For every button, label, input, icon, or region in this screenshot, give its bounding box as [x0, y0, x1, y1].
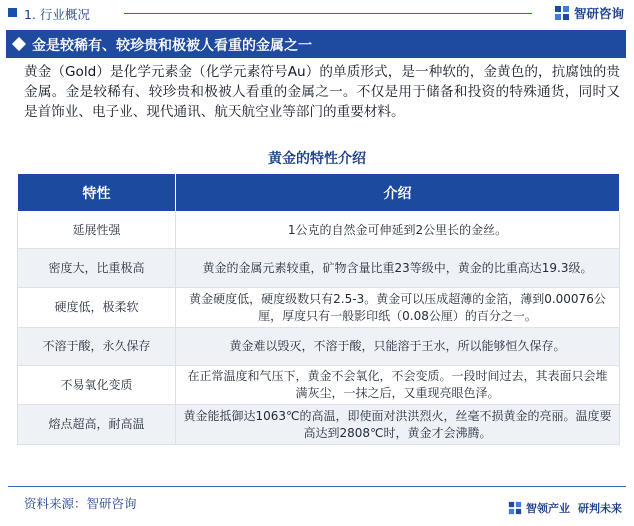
- footer-divider: [8, 486, 626, 487]
- source-note: 资料来源：智研咨询: [24, 496, 137, 511]
- brand-logo-icon: [508, 501, 522, 515]
- brand-name: 智研咨询: [573, 6, 624, 21]
- footer-slogan: [508, 500, 622, 516]
- table-title: 黄金的特性介绍: [268, 151, 366, 167]
- section-header: [0, 0, 634, 26]
- table-header-row: [18, 174, 620, 212]
- table-row: [18, 288, 620, 328]
- trait-cell: 密度大，比重极高: [18, 249, 176, 288]
- header-intro: 介绍: [176, 174, 620, 212]
- title-banner: [6, 30, 626, 58]
- table-row: [18, 212, 620, 249]
- table-row: [18, 405, 620, 445]
- section-marker-icon: [8, 8, 17, 17]
- brand: [554, 4, 624, 22]
- desc-cell: 在正常温度和气压下，黄金不会氧化，不会变质。一段时间过去，其表面只会堆满灰尘，一抹之后，又重现亮眼色泽。: [176, 366, 620, 405]
- trait-cell: 不易氧化变质: [18, 366, 176, 405]
- desc-cell: 1公克的自然金可伸延到2公里长的金丝。: [176, 212, 620, 249]
- desc-cell: 黄金难以毁灭，不溶于酸，只能溶于王水，所以能够恒久保存。: [176, 328, 620, 366]
- banner-title: 金是较稀有、较珍贵和极被人看重的金属之一: [32, 38, 312, 54]
- motto-lead: 智领产业: [526, 502, 570, 515]
- table-row: [18, 328, 620, 366]
- intro-paragraph: 黄金（Gold）是化学元素金（化学元素符号Au）的单质形式，是一种软的，金黄色的，抗腐蚀的贵金属。金是较稀有、较珍贵和极被人看重的金属之一。不仅是用于储备和投资的特殊通货，同时又是首饰业、电子业、现代通讯、航天航空业等部门的重要材料。: [24, 64, 620, 120]
- trait-cell: 不溶于酸，永久保存: [18, 328, 176, 366]
- table-row: [18, 366, 620, 405]
- traits-table: [17, 173, 620, 445]
- trait-cell: 硬度低，极柔软: [18, 288, 176, 328]
- header-trait: 特性: [18, 174, 176, 212]
- section-title: 1. 行业概况: [24, 7, 90, 22]
- table-row: [18, 249, 620, 288]
- motto-follow: 研判未来: [578, 502, 622, 515]
- desc-cell: 黄金能抵御达1063℃的高温，即使面对洪洪烈火，丝毫不损黄金的亮丽。温度要高达到2808℃时，黄金才会沸腾。: [176, 405, 620, 445]
- section-divider: [124, 13, 532, 14]
- trait-cell: 延展性强: [18, 212, 176, 249]
- trait-cell: 熔点超高，耐高温: [18, 405, 176, 445]
- desc-cell: 黄金硬度低，硬度级数只有2.5-3。黄金可以压成超薄的金箔，薄到0.00076公厘，厚度只有一般影印纸（0.08公厘）的百分之一。: [176, 288, 620, 328]
- desc-cell: 黄金的金属元素较重，矿物含量比重23等级中，黄金的比重高达19.3级。: [176, 249, 620, 288]
- diamond-icon: [12, 37, 26, 51]
- brand-logo-icon: [554, 5, 570, 21]
